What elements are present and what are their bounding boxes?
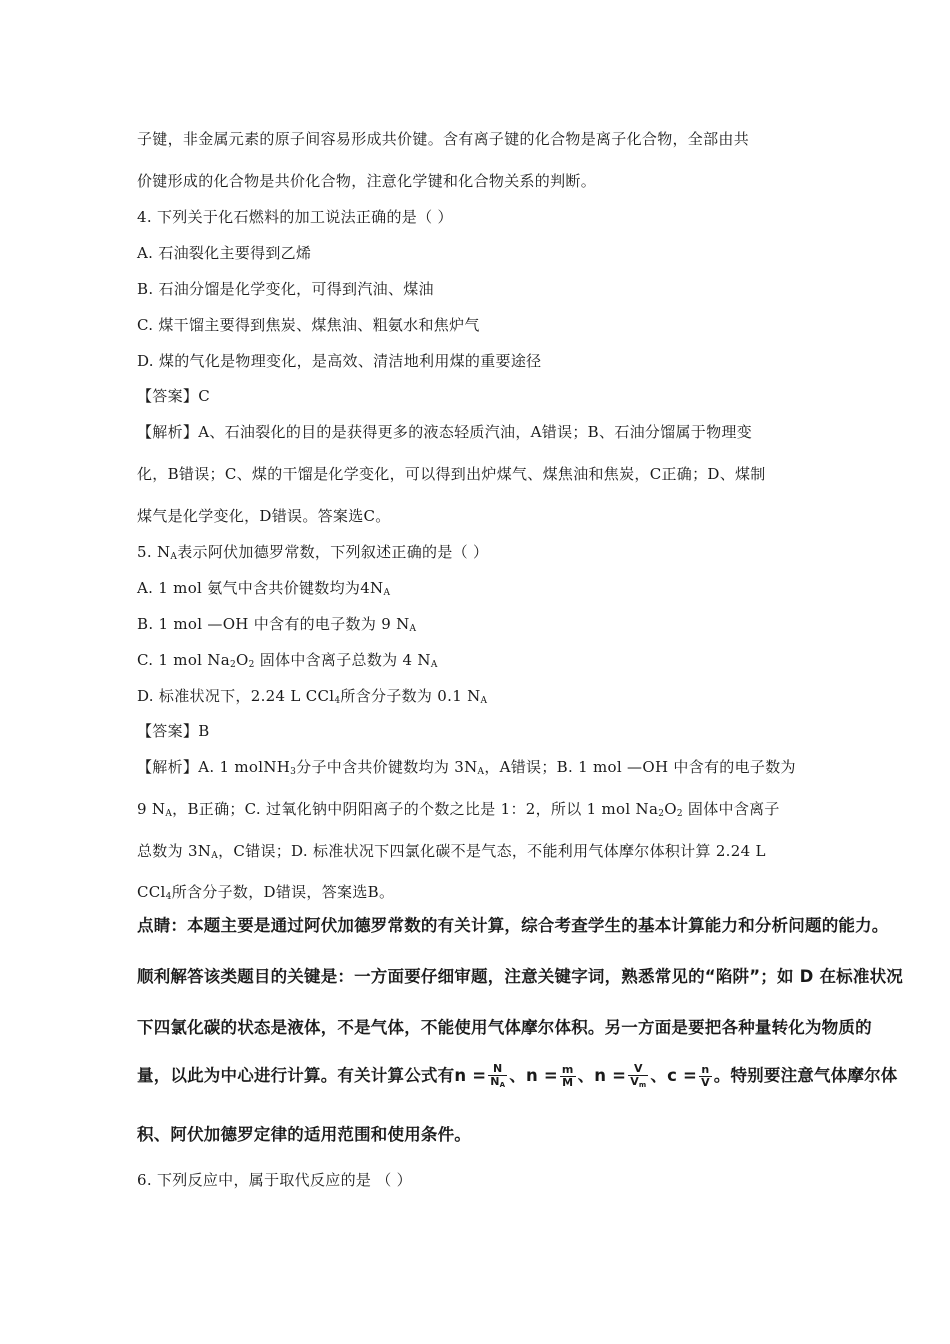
text-line: 子键，非金属元素的原子间容易形成共价键。含有离子键的化合物是离子化合物，全部由共 bbox=[137, 130, 750, 148]
text-span: 9 N bbox=[137, 800, 166, 818]
question-4-explanation-line: 煤气是化学变化，D错误。答案选C。 bbox=[137, 507, 391, 525]
separator: 、 bbox=[509, 1066, 526, 1085]
text-span: O bbox=[664, 800, 677, 818]
formula-n-equals-N-over-NA bbox=[454, 1061, 509, 1089]
text-span: 所含分子数为 0.1 N bbox=[340, 687, 481, 705]
question-4-option-d: D. 煤的气化是物理变化，是高效、清洁地利用煤的重要途径 bbox=[137, 352, 542, 370]
question-4: 4. 下列关于化石燃料的加工说法正确的是（ ） bbox=[137, 208, 453, 226]
text-span: 5. N bbox=[137, 543, 171, 561]
question-5-option-d bbox=[137, 685, 487, 706]
question-5-explanation-line bbox=[137, 756, 796, 777]
question-5-explanation-line bbox=[137, 840, 766, 861]
subscript: 4 bbox=[334, 696, 341, 706]
question-5 bbox=[137, 541, 488, 562]
subscript: A bbox=[477, 767, 485, 777]
question-5-option-a bbox=[137, 577, 390, 598]
numerator: n bbox=[699, 1064, 712, 1077]
formula-lhs: c = bbox=[667, 1066, 698, 1085]
subscript: A bbox=[170, 552, 178, 562]
question-5-option-b bbox=[137, 613, 416, 634]
subscript: A bbox=[165, 809, 173, 819]
formula-c-equals-n-over-V bbox=[667, 1063, 714, 1089]
denominator bbox=[628, 1076, 648, 1091]
text-span: ，C错误；D. 标准状况下四氯化碳不是气态，不能利用气体摩尔体积计算 2.24 L bbox=[218, 842, 766, 860]
formula-lhs: n = bbox=[594, 1066, 627, 1085]
question-6: 6. 下列反应中，属于取代反应的是 （ ） bbox=[137, 1171, 412, 1189]
numerator: N bbox=[488, 1063, 507, 1076]
text-span: 【解析】A. 1 molNH bbox=[137, 758, 291, 776]
subscript: A bbox=[430, 660, 438, 670]
question-4-answer: 【答案】C bbox=[137, 387, 210, 405]
text-span: C. 1 mol Na bbox=[137, 651, 230, 669]
text-span: 总数为 3N bbox=[137, 842, 212, 860]
formula-n-equals-m-over-M bbox=[525, 1063, 578, 1089]
subscript: m bbox=[638, 1080, 647, 1089]
numerator: V bbox=[628, 1063, 648, 1076]
question-4-option-c: C. 煤干馏主要得到焦炭、煤焦油、粗氨水和焦炉气 bbox=[137, 316, 480, 334]
subscript: 2 bbox=[229, 660, 237, 670]
formula-n-equals-V-over-Vm bbox=[594, 1061, 650, 1089]
text-span: ，B正确；C. 过氧化钠中阴阳离子的个数之比是 1：2，所以 1 mol Na bbox=[172, 800, 659, 818]
question-4-option-a: A. 石油裂化主要得到乙烯 bbox=[137, 244, 312, 262]
fraction bbox=[628, 1063, 648, 1091]
text-span: 。特别要注意气体摩尔体 bbox=[713, 1066, 898, 1085]
question-5-answer: 【答案】B bbox=[137, 722, 210, 740]
tip-line: 点睛：本题主要是通过阿伏加德罗常数的有关计算，综合考查学生的基本计算能力和分析问题的能力。 bbox=[137, 916, 889, 935]
text-span: O bbox=[236, 651, 249, 669]
subscript: A bbox=[383, 588, 391, 598]
fraction bbox=[560, 1064, 576, 1089]
text-span: 分子中含共价键数均为 3N bbox=[296, 758, 478, 776]
text-span: 固体中含离子 bbox=[682, 800, 780, 818]
denominator bbox=[488, 1076, 507, 1091]
question-5-explanation-line bbox=[137, 881, 394, 902]
tip-line: 积、阿伏加德罗定律的适用范围和使用条件。 bbox=[137, 1125, 471, 1144]
text-span: A. 1 mol 氨气中含共价键数均为4N bbox=[137, 579, 384, 597]
text-span: 固体中含离子总数为 4 N bbox=[254, 651, 431, 669]
text-line: 价键形成的化合物是共价化合物，注意化学键和化合物关系的判断。 bbox=[137, 172, 597, 190]
fraction bbox=[488, 1063, 507, 1091]
question-4-explanation-line: 化，B错误；C、煤的干馏是化学变化，可以得到出炉煤气、煤焦油和焦炭，C正确；D、煤制 bbox=[137, 465, 766, 483]
fraction bbox=[699, 1064, 712, 1089]
separator: 、 bbox=[577, 1066, 595, 1085]
text-span: CCl bbox=[137, 883, 166, 901]
text-span: B. 1 mol —OH 中含有的电子数为 9 N bbox=[137, 615, 410, 633]
denominator: M bbox=[562, 1076, 574, 1089]
tip-formula-line bbox=[137, 1062, 897, 1091]
subscript: A bbox=[499, 1080, 506, 1089]
subscript: 2 bbox=[248, 660, 255, 670]
formula-lhs: n = bbox=[454, 1066, 487, 1085]
question-5-option-c bbox=[137, 649, 438, 670]
text-span: 表示阿伏加德罗常数，下列叙述正确的是（ ） bbox=[177, 543, 489, 561]
text-span: ，A错误；B. 1 mol —OH 中含有的电子数为 bbox=[484, 758, 796, 776]
subscript: 4 bbox=[165, 892, 172, 902]
subscript: 3 bbox=[290, 767, 297, 777]
question-4-explanation-line: 【解析】A、石油裂化的目的是获得更多的液态轻质汽油，A错误；B、石油分馏属于物理变 bbox=[137, 423, 752, 441]
text-span: D. 标准状况下，2.24 L CCl bbox=[137, 687, 335, 705]
separator: 、 bbox=[650, 1066, 668, 1085]
tip-line: 下四氯化碳的状态是液体，不是气体，不能使用气体摩尔体积。另一方面是要把各种量转化为物质的 bbox=[137, 1018, 872, 1037]
subscript: A bbox=[480, 696, 488, 706]
subscript: A bbox=[211, 851, 219, 861]
text-span: 量，以此为中心进行计算。有关计算公式有 bbox=[137, 1066, 455, 1085]
subscript: 2 bbox=[658, 809, 665, 819]
subscript: 2 bbox=[676, 809, 683, 819]
den-symbol: V bbox=[630, 1074, 639, 1088]
formula-lhs: n = bbox=[525, 1066, 558, 1085]
text-span: 所含分子数，D错误，答案选B。 bbox=[171, 883, 395, 901]
den-symbol: N bbox=[490, 1074, 500, 1088]
numerator: m bbox=[561, 1063, 574, 1076]
denominator: V bbox=[701, 1076, 710, 1089]
subscript: A bbox=[409, 624, 417, 634]
question-5-explanation-line bbox=[137, 798, 780, 819]
tip-line: 顺利解答该类题目的关键是：一方面要仔细审题，注意关键字词，熟悉常见的“陷阱”；如 D 在标准状况 bbox=[137, 967, 903, 986]
question-4-option-b: B. 石油分馏是化学变化，可得到汽油、煤油 bbox=[137, 280, 434, 298]
